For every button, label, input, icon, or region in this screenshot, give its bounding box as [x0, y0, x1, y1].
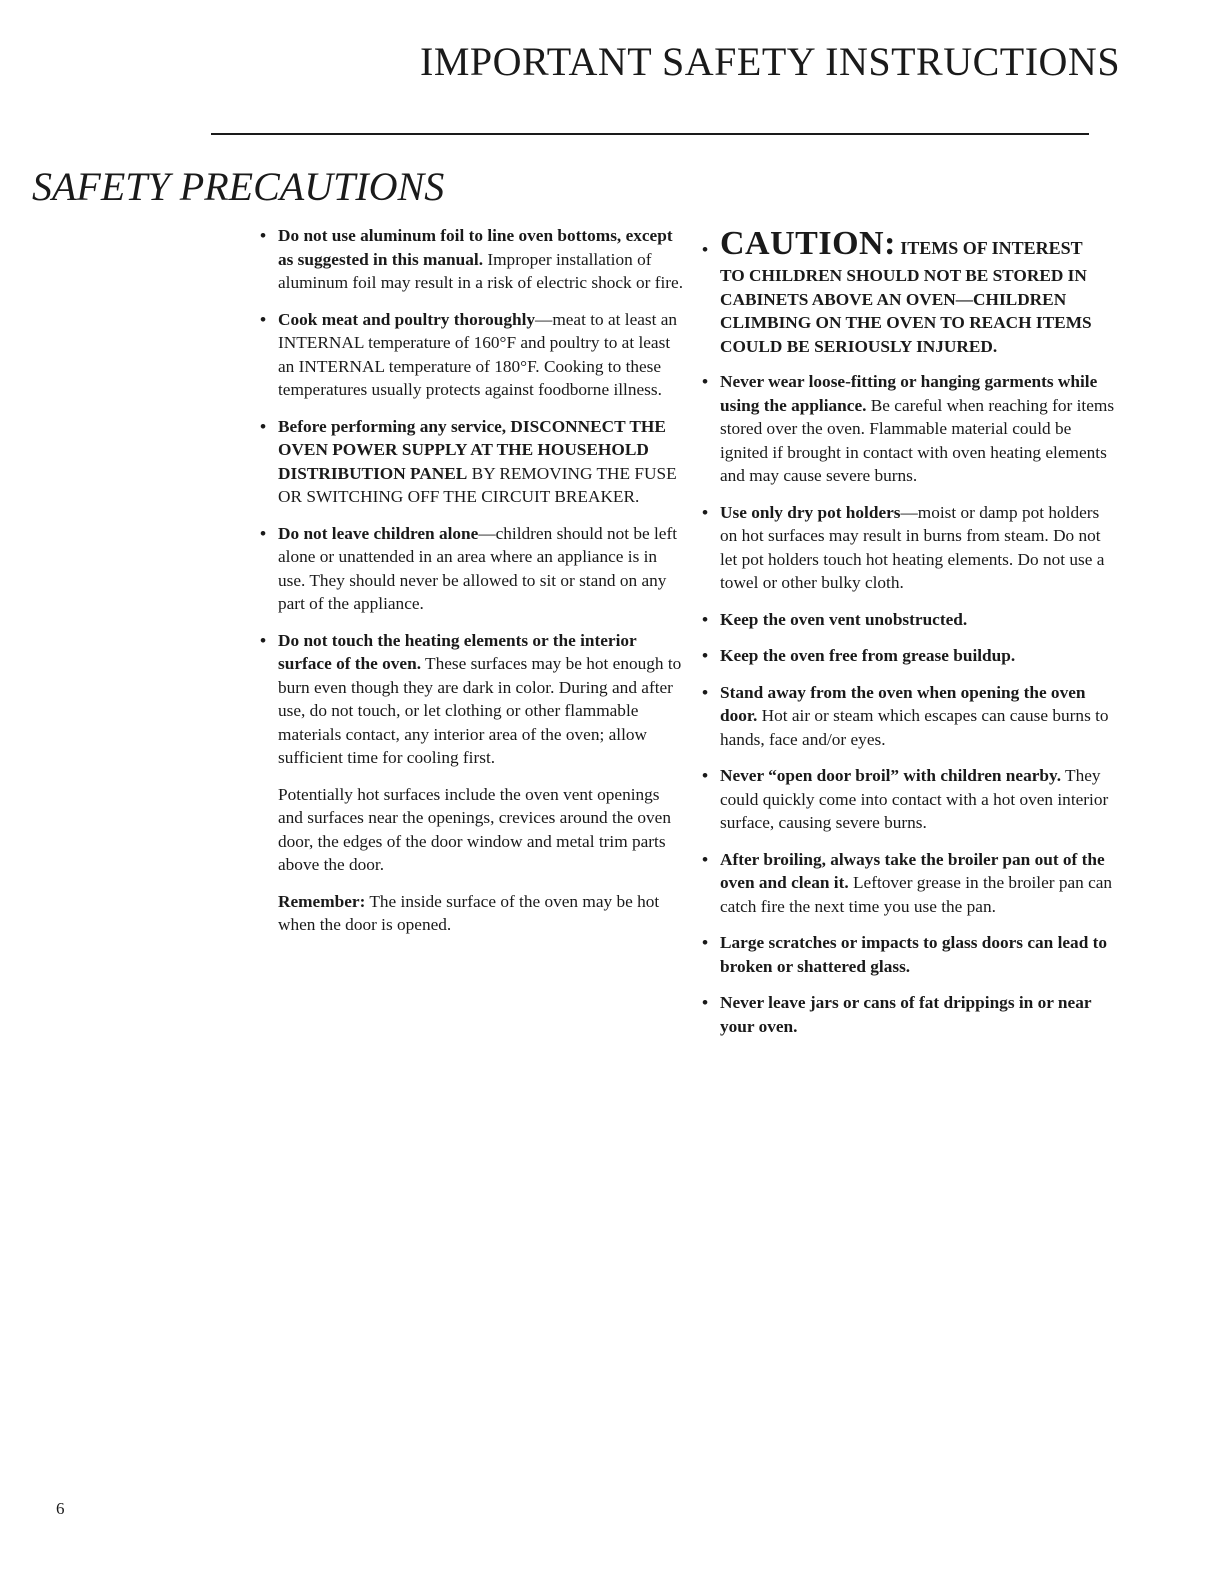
caution-text: TO CHILDREN SHOULD NOT BE STORED IN CABINETS ABOVE AN OVEN—CHILDREN CLIMBING ON THE OVEN TO REACH ITEMS COULD BE SERIOUSLY INJURED.	[720, 266, 1092, 356]
bullet-icon: •	[260, 523, 267, 543]
precaution-heading: Never “open door broil” with children nearby.	[720, 766, 1062, 785]
remember-note	[258, 890, 688, 937]
precaution-item	[700, 501, 1120, 595]
precaution-item	[258, 629, 688, 770]
section-heading: SAFETY PRECAUTIONS	[32, 164, 445, 209]
precaution-item	[258, 415, 688, 509]
precaution-item	[700, 608, 1120, 632]
precaution-heading: Keep the oven vent unobstructed.	[720, 609, 968, 629]
bullet-icon: •	[702, 240, 709, 259]
precaution-heading: Cook meat and poultry thoroughly	[278, 309, 536, 329]
precaution-heading: Do not use aluminum foil to line oven bottoms, except as suggested in this manual.	[278, 226, 673, 269]
bullet-icon: •	[260, 226, 267, 245]
precaution-text: BY REMOVING THE FUSE OR SWITCHING OFF THE CIRCUIT BREAKER.	[278, 463, 677, 506]
right-column	[700, 224, 1120, 1051]
bullet-icon: •	[702, 766, 709, 785]
page-title: IMPORTANT SAFETY INSTRUCTIONS	[420, 39, 1121, 84]
precaution-item	[258, 308, 688, 402]
precaution-heading: Do not leave children alone	[278, 523, 479, 543]
caution-word: CAUTION:	[720, 225, 896, 262]
precaution-text: Be careful when reaching for items stored over the oven. Flammable material could be ignited if brought in contact with oven heating elements and may cause severe burns.	[720, 395, 1115, 485]
precaution-text: —children should not be left alone or unattended in an area where an appliance is in use. They should never be allowed to sit or stand on any part of the appliance.	[278, 523, 678, 613]
precaution-heading: Stand away from the oven when opening the oven door.	[720, 682, 1086, 725]
precaution-heading: Use only dry pot holders	[720, 502, 901, 522]
precaution-text: Improper installation of aluminum foil may result in a risk of electric shock or fire.	[278, 249, 684, 292]
bullet-icon: •	[702, 646, 709, 665]
precaution-heading: After broiling, always take the broiler pan out of the oven and clean it.	[720, 849, 1105, 892]
precaution-item	[700, 764, 1120, 835]
remember-label: Remember:	[278, 891, 366, 911]
bullet-icon: •	[260, 416, 267, 436]
precaution-item	[700, 681, 1120, 752]
precaution-text: —moist or damp pot holders on hot surfaces may result in burns from steam. Do not let pot holders touch hot heating elements. Do not use a towel or other bulky cloth.	[720, 502, 1105, 592]
bullet-icon: •	[702, 849, 709, 869]
caution-lead: ITEMS OF INTEREST	[900, 238, 1083, 258]
bullet-icon: •	[702, 502, 709, 522]
precaution-heading: Before performing any service, DISCONNECT THE OVEN POWER SUPPLY AT THE HOUSEHOLD DISTRIBUTION PANEL	[278, 416, 666, 483]
precaution-item	[700, 370, 1120, 488]
precaution-item	[700, 931, 1120, 978]
precaution-item	[700, 991, 1120, 1038]
precaution-item	[258, 522, 688, 616]
precaution-item	[700, 644, 1120, 668]
precaution-heading: Never wear loose-fitting or hanging garments while using the appliance.	[720, 372, 1098, 415]
precaution-heading: Keep the oven free from grease buildup.	[720, 646, 1016, 665]
precaution-text: Leftover grease in the broiler pan can catch fire the next time you use the pan.	[720, 873, 1113, 916]
precaution-text: Hot air or steam which escapes can cause burns to hands, face and/or eyes.	[720, 706, 1109, 749]
left-column	[258, 224, 688, 950]
caution-block	[700, 224, 1120, 358]
precaution-text: These surfaces may be hot enough to burn even though they are dark in color. During and after use, do not touch, or let clothing or other flammable materials contact, any interior area of the oven; allow sufficient time for cooling first.	[278, 654, 682, 767]
bullet-icon: •	[702, 609, 709, 629]
bullet-icon: •	[702, 682, 709, 702]
precaution-heading: Do not touch the heating elements or the interior surface of the oven.	[278, 630, 637, 673]
precaution-item	[258, 224, 688, 295]
hot-surfaces-paragraph: Potentially hot surfaces include the oven vent openings and surfaces near the openings, crevices around the oven door, the edges of the door window and metal trim parts above the door.	[278, 784, 671, 874]
precaution-heading: Never leave jars or cans of fat drippings in or near your oven.	[720, 993, 1092, 1036]
precaution-text: —meat to at least an INTERNAL temperature of 160°F and poultry to at least an INTERNAL temperature of 180°F. Cooking to these temperatures usually protects against foodborne illness.	[278, 309, 678, 399]
bullet-icon: •	[702, 993, 709, 1012]
bullet-icon: •	[260, 309, 267, 329]
remember-text: The inside surface of the oven may be hot when the door is opened.	[278, 891, 660, 934]
bullet-icon: •	[702, 933, 709, 952]
bullet-icon: •	[260, 630, 267, 650]
title-divider	[211, 133, 1089, 135]
precaution-item	[700, 848, 1120, 919]
page-number: 6	[56, 1499, 65, 1518]
bullet-icon: •	[702, 372, 709, 391]
precaution-text: They could quickly come into contact with a hot oven interior surface, causing severe burns.	[720, 766, 1109, 832]
precaution-heading: Large scratches or impacts to glass doors can lead to broken or shattered glass.	[720, 933, 1108, 976]
